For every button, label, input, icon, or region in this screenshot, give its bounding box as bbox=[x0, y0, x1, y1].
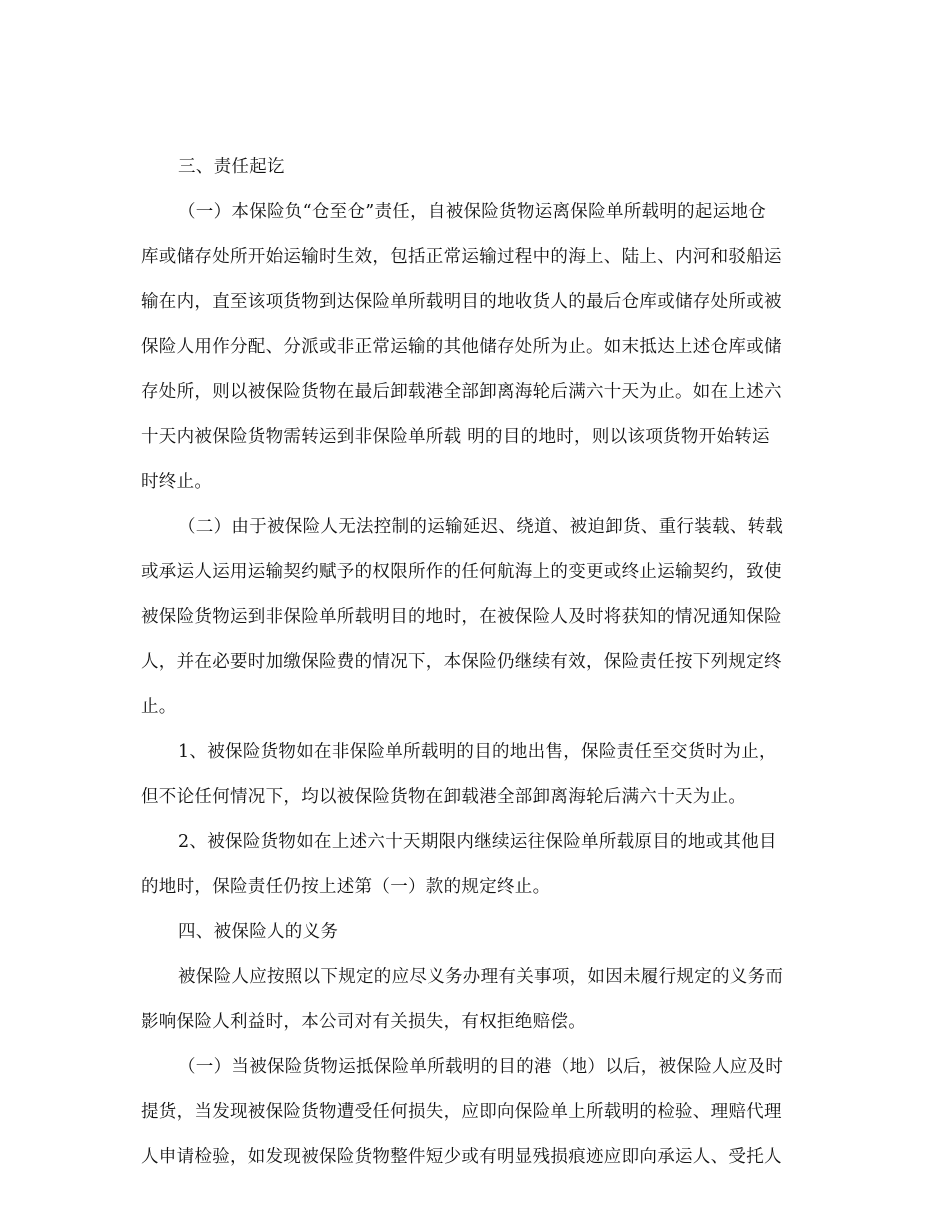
list-item-line: 1、被保险货物如在非保险单所载明的目的地出售，保险责任至交货时为止， bbox=[178, 742, 777, 762]
paragraph-line: 十天内被保险货物需转运到非保险单所载 明的目的地时，则以该项货物开始转运 bbox=[141, 427, 770, 447]
list-item-line: 的地时，保险责任仍按上述第（一）款的规定终止。 bbox=[141, 877, 551, 897]
paragraph-line: 时终止。 bbox=[141, 472, 213, 492]
section-heading: 四、被保险人的义务 bbox=[178, 922, 339, 942]
paragraph-line: 或承运人运用运输契约赋予的权限所作的任何航海上的变更或终止运输契约，致使 bbox=[141, 562, 782, 582]
paragraph-line: 被保险人应按照以下规定的应尽义务办理有关事项，如因未履行规定的义务而 bbox=[178, 967, 784, 987]
paragraph-line: 被保险货物运到非保险单所载明目的地时，在被保险人及时将获知的情况通知保险 bbox=[141, 607, 782, 627]
list-item-line: 2、被保险货物如在上述六十天期限内继续运往保险单所载原目的地或其他目 bbox=[178, 832, 777, 852]
section-heading: 三、责任起讫 bbox=[178, 157, 285, 177]
paragraph-line: 提货，当发现被保险货物遭受任何损失，应即向保险单上所载明的检验、理赔代理 bbox=[141, 1102, 782, 1122]
paragraph-line: 存处所，则以被保险货物在最后卸载港全部卸离海轮后满六十天为止。如在上述六 bbox=[141, 382, 782, 402]
paragraph-line: 库或储存处所开始运输时生效，包括正常运输过程中的海上、陆上、内河和驳船运 bbox=[141, 247, 782, 267]
list-item-line: 但不论任何情况下，均以被保险货物在卸载港全部卸离海轮后满六十天为止。 bbox=[141, 787, 747, 807]
paragraph-line: （一）当被保险货物运抵保险单所载明的目的港（地）以后，被保险人应及时 bbox=[178, 1057, 784, 1077]
paragraph-line: 影响保险人利益时，本公司对有关损失，有权拒绝赔偿。 bbox=[141, 1012, 586, 1032]
paragraph-line: 保险人用作分配、分派或非正常运输的其他储存处所为止。如末抵达上述仓库或储 bbox=[141, 337, 782, 357]
paragraph-line: （一）本保险负“仓至仓”责任，自被保险货物运离保险单所载明的起运地仓 bbox=[178, 202, 767, 222]
paragraph-line: 人，并在必要时加缴保险费的情况下，本保险仍继续有效，保险责任按下列规定终 bbox=[141, 652, 782, 672]
paragraph-line: 人申请检验，如发现被保险货物整件短少或有明显残损痕迹应即向承运人、受托人 bbox=[141, 1147, 782, 1167]
paragraph-line: 输在内，直至该项货物到达保险单所载明目的地收货人的最后仓库或储存处所或被 bbox=[141, 292, 782, 312]
paragraph-line: （二）由于被保险人无法控制的运输延迟、绕道、被迫卸货、重行装载、转载 bbox=[178, 517, 784, 537]
paragraph-line: 止。 bbox=[141, 697, 177, 717]
